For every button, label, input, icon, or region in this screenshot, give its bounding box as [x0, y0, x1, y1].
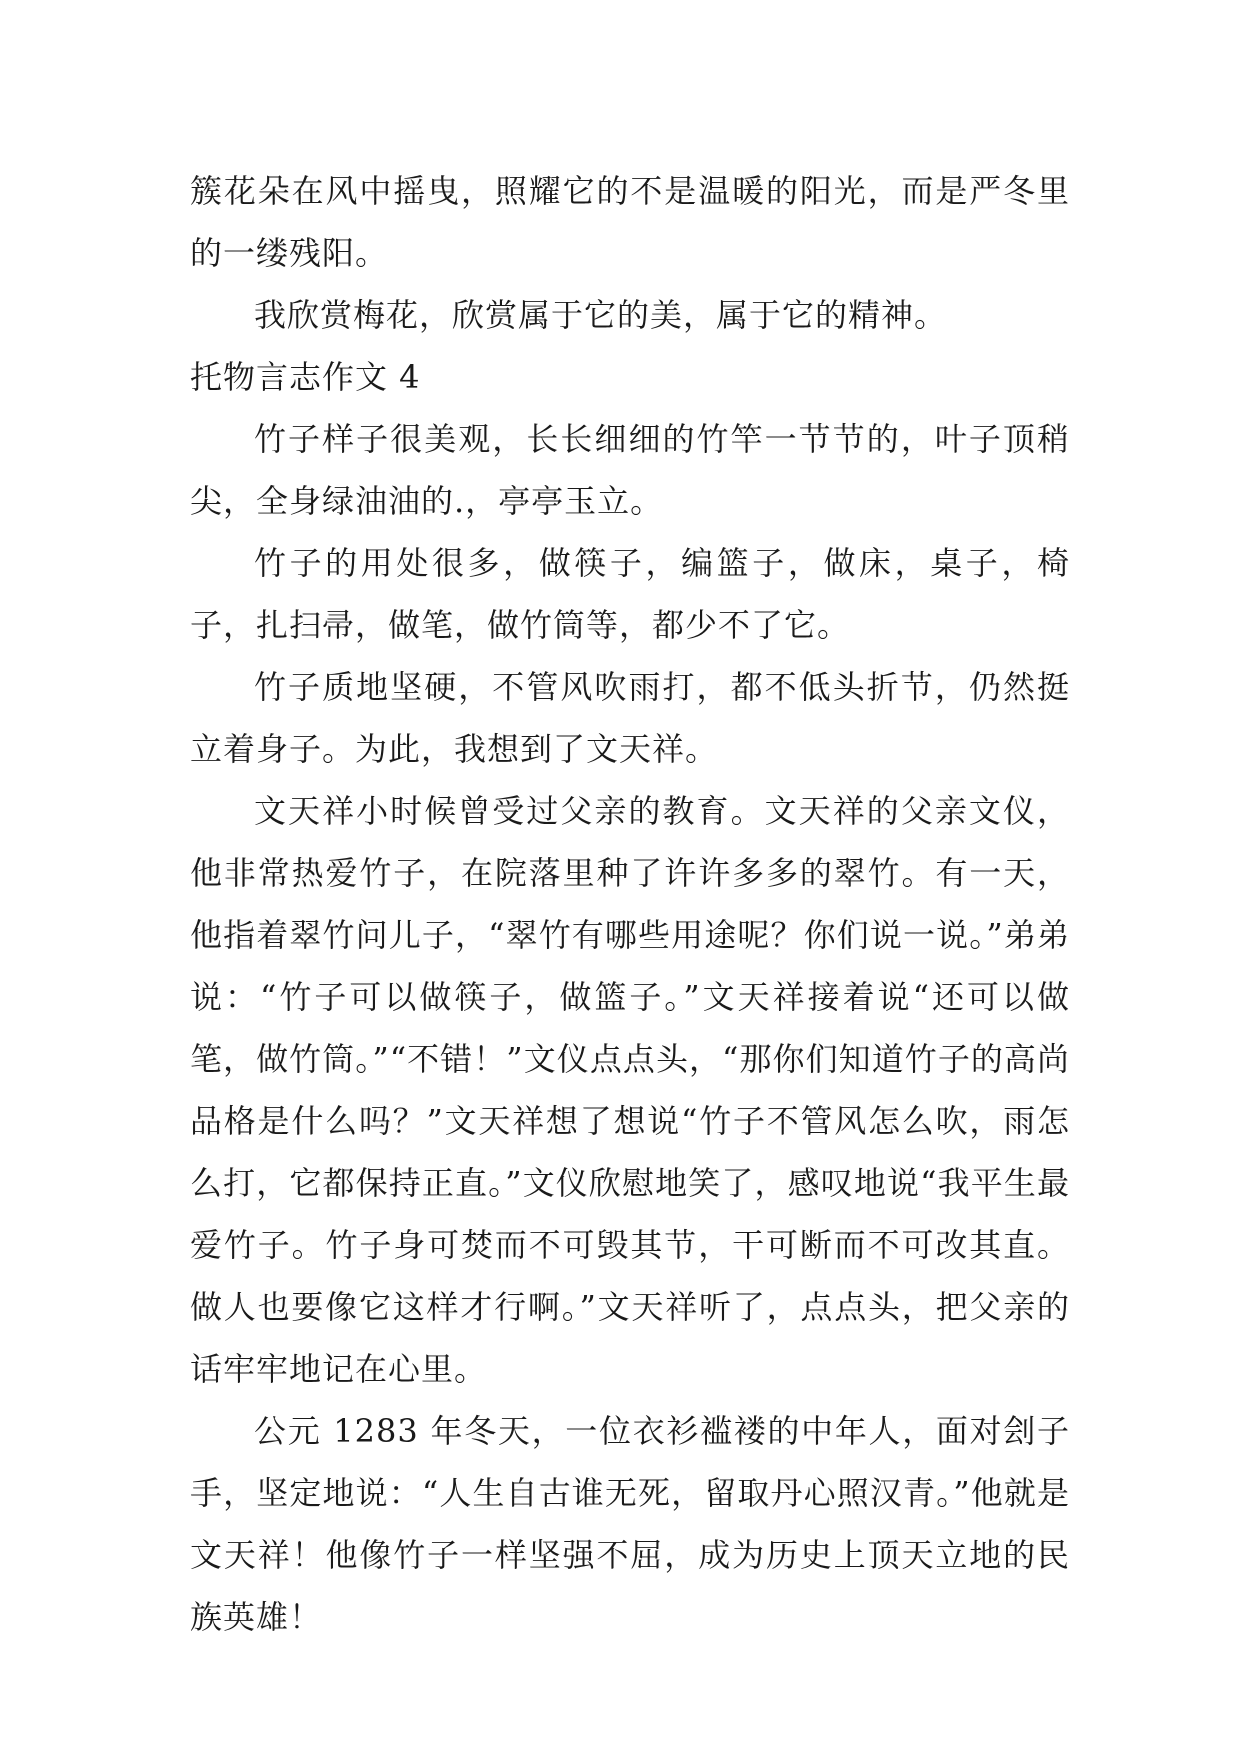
paragraph: 我欣赏梅花，欣赏属于它的美，属于它的精神。	[254, 296, 948, 334]
paragraph: 竹子质地坚硬，不管风吹雨打，都不低头折节，仍然挺立着身子。为此，我想到了文天祥。	[190, 668, 1070, 768]
paragraph: 竹子样子很美观，长长细细的竹竿一节节的，叶子顶稍尖，全身绿油油的.，亭亭玉立。	[190, 420, 1070, 520]
section-heading: 托物言志作文 4	[190, 358, 421, 396]
paragraph: 公元 1283 年冬天，一位衣衫褴褛的中年人，面对刽子手，坚定地说：“人生自古谁无死，留取丹心照汉青。”他就是文天祥！他像竹子一样坚强不屈，成为历史上顶天立地的民族英雄！	[190, 1412, 1070, 1636]
paragraph: 簇花朵在风中摇曳，照耀它的不是温暖的阳光，而是严冬里的一缕残阳。	[190, 172, 1070, 272]
paragraph: 竹子的用处很多，做筷子，编篮子，做床，桌子，椅子，扎扫帚，做笔，做竹筒等，都少不了它。	[190, 544, 1070, 644]
paragraph: 文天祥小时候曾受过父亲的教育。文天祥的父亲文仪，他非常热爱竹子，在院落里种了许许多多的翠竹。有一天，他指着翠竹问儿子，“翠竹有哪些用途呢？你们说一说。”弟弟说：“竹子可以做筷子，做篮子。”文天祥接着说“还可以做笔，做竹筒。”“不错！”文仪点点头，“那你们知道竹子的高尚品格是什么吗？”文天祥想了想说“竹子不管风怎么吹，雨怎么打，它都保持正直。”文仪欣慰地笑了，感叹地说“我平生最爱竹子。竹子身可焚而不可毁其节，干可断而不可改其直。做人也要像它这样才行啊。”文天祥听了，点点头，把父亲的话牢牢地记在心里。	[190, 792, 1070, 1388]
document-body	[190, 160, 1070, 1648]
